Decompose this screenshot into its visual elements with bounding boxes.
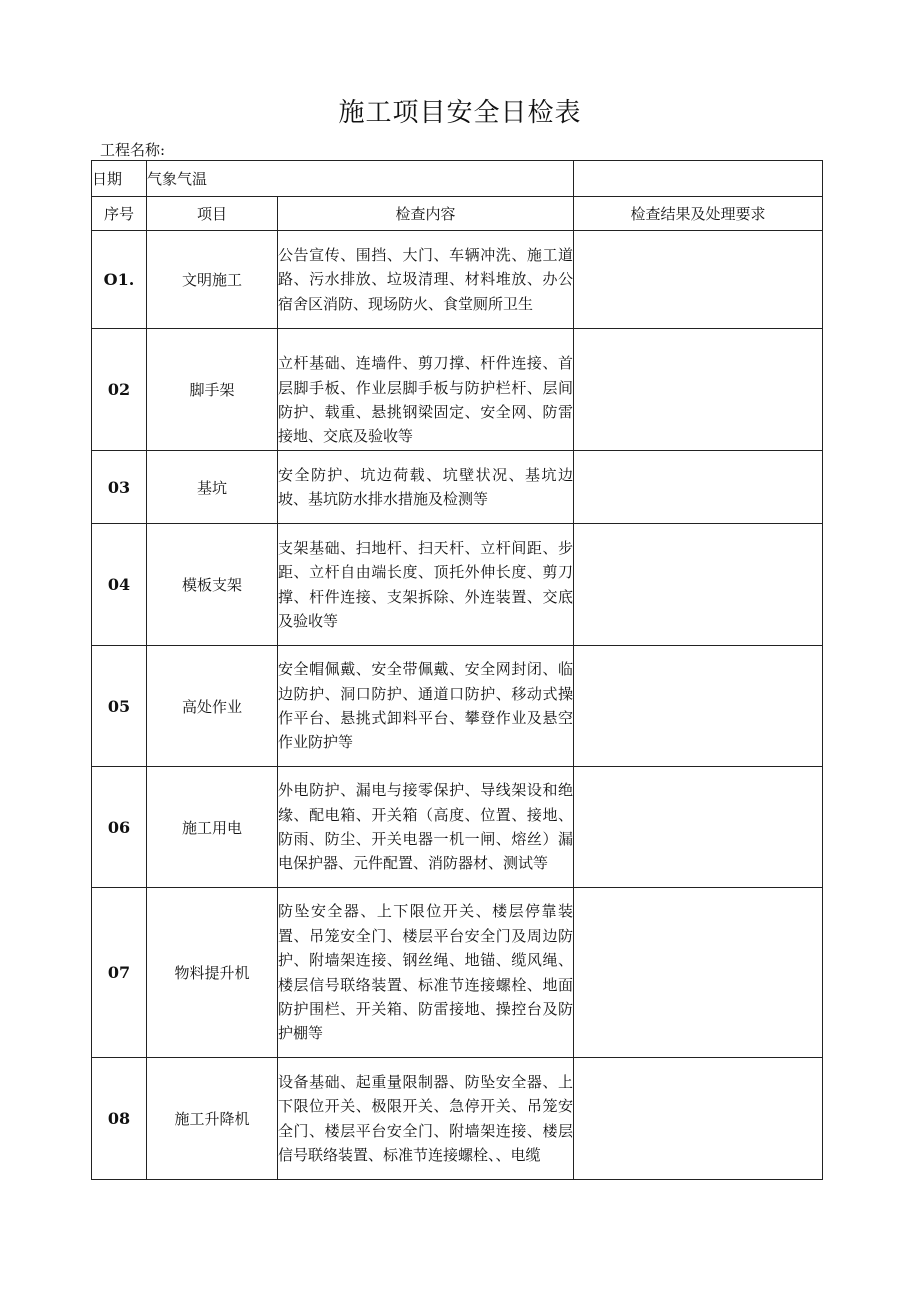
table-row <box>92 646 823 767</box>
col-header-result: 检查结果及处理要求 <box>574 197 823 231</box>
row-item: 施工用电 <box>147 767 278 888</box>
row-number: 08 <box>92 1058 147 1180</box>
row-number: 07 <box>92 888 147 1058</box>
date-cell[interactable] <box>92 161 147 197</box>
row-content: 立杆基础、连墙件、剪刀撑、杆件连接、首层脚手板、作业层脚手板与防护栏杆、层间防护、载重、悬挑钢梁固定、安全网、防雷接地、交底及验收等 <box>278 329 574 451</box>
table-row <box>92 524 823 646</box>
col-header-no: 序号 <box>92 197 147 231</box>
inspection-table <box>91 160 823 1180</box>
page-title: 施工项目安全日检表 <box>338 98 582 128</box>
table-row <box>92 888 823 1058</box>
date-weather-row <box>92 161 823 197</box>
row-content: 防坠安全器、上下限位开关、楼层停靠装置、吊笼安全门、楼层平台安全门及周边防护、附墙架连接、钢丝绳、地锚、缆风绳、楼层信号联络装置、标准节连接螺栓、地面防护围栏、开关箱、防雷接地、操控台及防护棚等 <box>278 888 574 1058</box>
table-row <box>92 767 823 888</box>
table-row <box>92 231 823 329</box>
date-label: 日期 <box>92 170 123 188</box>
row-content: 外电防护、漏电与接零保护、导线架设和绝缘、配电箱、开关箱（高度、位置、接地、防雨、防尘、开关电器一机一闸、熔丝）漏电保护器、元件配置、消防器材、测试等 <box>278 767 574 888</box>
row-result-cell[interactable] <box>574 767 823 888</box>
row-number: 02 <box>92 329 147 451</box>
row-content: 安全防护、坑边荷载、坑壁状况、基坑边坡、基坑防水排水措施及检测等 <box>278 451 574 524</box>
table-row <box>92 451 823 524</box>
weather-label: 气象气温 <box>147 170 208 188</box>
row-result-cell[interactable] <box>574 329 823 451</box>
row-result-cell[interactable] <box>574 888 823 1058</box>
row-content: 公告宣传、围挡、大门、车辆冲洗、施工道路、污水排放、垃圾清理、材料堆放、办公宿舍区消防、现场防火、食堂厕所卫生 <box>278 231 574 329</box>
row-item: 基坑 <box>147 451 278 524</box>
row-item: 模板支架 <box>147 524 278 646</box>
header-row <box>92 197 823 231</box>
col-header-content: 检查内容 <box>278 197 574 231</box>
row-number: 06 <box>92 767 147 888</box>
row-item: 文明施工 <box>147 231 278 329</box>
row-number: 03 <box>92 451 147 524</box>
row-number: 05 <box>92 646 147 767</box>
table-row <box>92 1058 823 1180</box>
row-content: 设备基础、起重量限制器、防坠安全器、上下限位开关、极限开关、急停开关、吊笼安全门、楼层平台安全门、附墙架连接、楼层信号联络装置、标准节连接螺栓、、电缆 <box>278 1058 574 1180</box>
project-name-label: 工程名称: <box>100 141 166 159</box>
row-item: 高处作业 <box>147 646 278 767</box>
row-number: 04 <box>92 524 147 646</box>
row-result-cell[interactable] <box>574 451 823 524</box>
weather-cell[interactable] <box>147 161 574 197</box>
row-result-cell[interactable] <box>574 646 823 767</box>
row-item: 物料提升机 <box>147 888 278 1058</box>
row-content: 支架基础、扫地杆、扫天杆、立杆间距、步距、立杆自由端长度、顶托外伸长度、剪刀撑、杆件连接、支架拆除、外连装置、交底及验收等 <box>278 524 574 646</box>
table-row <box>92 329 823 451</box>
row-content: 安全帽佩戴、安全带佩戴、安全网封闭、临边防护、洞口防护、通道口防护、移动式操作平台、悬挑式卸料平台、攀登作业及悬空作业防护等 <box>278 646 574 767</box>
col-header-item: 项目 <box>147 197 278 231</box>
date-weather-value-cell[interactable] <box>574 161 823 197</box>
row-item: 施工升降机 <box>147 1058 278 1180</box>
row-result-cell[interactable] <box>574 524 823 646</box>
row-number: O1. <box>92 231 147 329</box>
row-result-cell[interactable] <box>574 231 823 329</box>
row-item: 脚手架 <box>147 329 278 451</box>
row-result-cell[interactable] <box>574 1058 823 1180</box>
